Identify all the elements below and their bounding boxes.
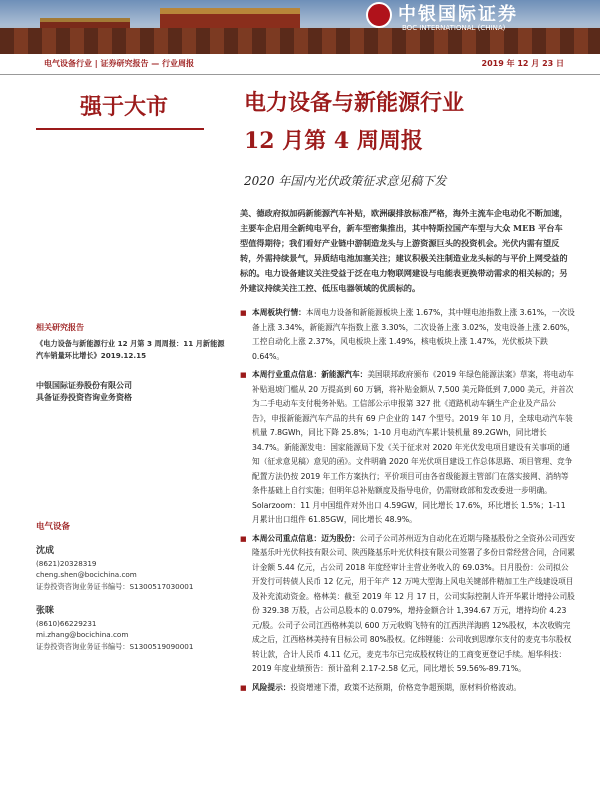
analyst-phone: (8621)20328319 bbox=[36, 558, 97, 568]
body-item-lead: 本周行业重点信息：新能源汽车： bbox=[252, 370, 368, 379]
summary-paragraph: 美、德政府拟加码新能源汽车补贴，欧洲碳排放标准严格，海外主流车企电动化不断加速，主要车企启用全新纯电平台，新车型密集推出，其中特斯拉国产车型与大众 MEB 平台车型值得期待；我们看好产业链中游制造龙头与上游资源巨头的投资机会。光伏内需有望反转，外需持续景气，异质结电池加塞关注；建议积极关注制造业龙头标的与平价上网受益的标的。电力设备建议关注受益于泛在电力物联网建设与电能表更换带动需求的相关标的；另外建议持续关注工控、低压电器领域的优质标的。 bbox=[240, 208, 568, 293]
analyst-email[interactable]: mi.zhang@bocichina.com bbox=[36, 630, 129, 639]
analyst-name: 张咪 bbox=[36, 606, 55, 616]
analyst-email[interactable]: cheng.shen@bocichina.com bbox=[36, 570, 137, 579]
rating-label: 强于大市 bbox=[80, 94, 169, 120]
report-topbar bbox=[0, 54, 600, 75]
related-report-link[interactable]: 《电力设备与新能源行业 12 月第 3 周周报：11 月新能源汽车销量环比增长》2019.12.15 bbox=[36, 339, 225, 360]
body-item-text: 美国联邦政府颁布《2019 年绿色能源法案》草案，将电动车补贴退坡门槛从 20 万提高到 60 万辆，将补贴金额从 7,500 美元降低到 7,000 美元，并首次为二手电动车支付税务补贴。工信部公示申报第 327 批《道路机动车辆生产企业及产品公告》，申报新能源汽车产品的共有 69 户企业的 147 个型号。2019 年 10 月，全球电动汽车装机量 7.8GWh，同比下降 25.8%；1-10 月电动汽车累计装机量 89.2GWh，同比增长 34.7%。新能源发电：国家能源局下发《关于征求对 2020 年光伏发电项目建设有关事项的通知（征求意见稿）意见的函》。文件明确 2020 年光伏项目建设工作总体思路、项目管理、竞争配置方法仍按 2019 年工作方案执行；平价项目可由各省级能源主管部门在落实接网、消纳等条件基础上自行实施；但明年总补贴额度及指导电价，仍需财政部和发改委进一步明确。Solarzoom：11 月中国组件对外出口 4.59GW，同比增长 17.6%，环比增长 1.5%；1-11 月累计出口组件 61.85GW，同比增长 48.9%。 bbox=[252, 370, 574, 524]
analyst-cert: 证券投资咨询业务证书编号：S1300517030001 bbox=[36, 581, 194, 591]
analyst-block bbox=[36, 546, 226, 592]
body-item-text: 投资增速下滑，政策不达预期，价格竞争超预期，原材料价格波动。 bbox=[290, 682, 522, 692]
body-item-text: 公司子公司苏州迈为自动化在近期与隆基股份之全资孙公司西安隆基乐叶光伏科技有限公司、陕西隆基乐叶光伏科技有限公司签署了多份日常经营合同，合同累计金额 5.44 亿元，占公司 2018 年度经审计主营业务收入的 69.03%。日月股份：公司拟公开发行可转债人民币 12 亿元，用于年产 12 万吨大型海上风电关键部件精加工生产线建设项目及补充流动资金。格林美：截至 2019 年 12 月 17 日，公司实际控制人许开华累计增持公司股份 329.38 万股，占公司总股本的 0.079%，增持金额合计 1,394.67 万元，增持均价 4.23 元/股。公司子公司江西格林美以 600 万元收购飞特有的江西洪洋海鸥 12%股权，本次收购完成之后，江西格林美持有目标公司 80%股权。亿纬锂能：公司收到思摩尔支付的麦克韦尔股权转让款，合计人民币 4.11 亿元，麦克韦尔已完成股权转让的工商变更登记手续。旭华科技：2019 年度业绩预告：预计盈利 2.17-2.58 亿元，同比增长 59.56%-89.71%。 bbox=[252, 533, 575, 673]
rating-box bbox=[36, 82, 204, 130]
report-subtitle: 2020 年国内光伏政策征求意见稿下发 bbox=[244, 174, 447, 188]
body-item bbox=[240, 368, 575, 528]
logo-en-text: BOC INTERNATIONAL (CHINA) bbox=[402, 24, 506, 32]
analyst-name: 沈成 bbox=[36, 546, 55, 556]
sector-label: 电气设备 bbox=[36, 522, 71, 532]
body-item-text: 本周电力设备和新能源板块上涨 1.67%，其中锂电池指数上涨 3.61%，一次设备上涨 3.34%，新能源汽车指数上涨 3.30%，二次设备上涨 3.02%，发电设备上涨 2.60%，工控自动化上涨 2.37%，风电板块上涨 1.49%，核电板块上涨 1.47%，光伏板块下跌 0.64%。 bbox=[252, 308, 575, 361]
logo-mark-icon bbox=[366, 2, 392, 28]
analyst-cert: 证券投资咨询业务证书编号：S1300519090001 bbox=[36, 641, 194, 651]
company-approval: 中银国际证券股份有限公司 具备证券投资咨询业务资格 bbox=[36, 381, 132, 402]
body-item-lead: 本周公司重点信息：迈为股份： bbox=[252, 533, 360, 543]
related-reports-heading: 相关研究报告 bbox=[36, 323, 84, 332]
company-logo bbox=[360, 0, 600, 54]
header-banner bbox=[0, 0, 600, 54]
body-item-lead: 风险提示： bbox=[252, 682, 291, 692]
body-item bbox=[240, 306, 575, 364]
body-item bbox=[240, 681, 575, 696]
report-category: 电气设备行业 | 证券研究报告 — 行业周报 bbox=[44, 59, 195, 68]
logo-cn-text: 中银国际证券 bbox=[398, 4, 518, 25]
analyst-phone: (8610)66229231 bbox=[36, 618, 97, 628]
analyst-block bbox=[36, 606, 226, 652]
report-body bbox=[240, 306, 575, 699]
body-item-lead: 本周板块行情： bbox=[252, 308, 306, 317]
report-date: 2019 年 12 月 23 日 bbox=[481, 59, 564, 68]
report-title-line2: 12 月第 4 周周报 bbox=[244, 128, 423, 154]
body-item bbox=[240, 532, 575, 677]
report-title: 电力设备与新能源行业 bbox=[244, 90, 465, 116]
